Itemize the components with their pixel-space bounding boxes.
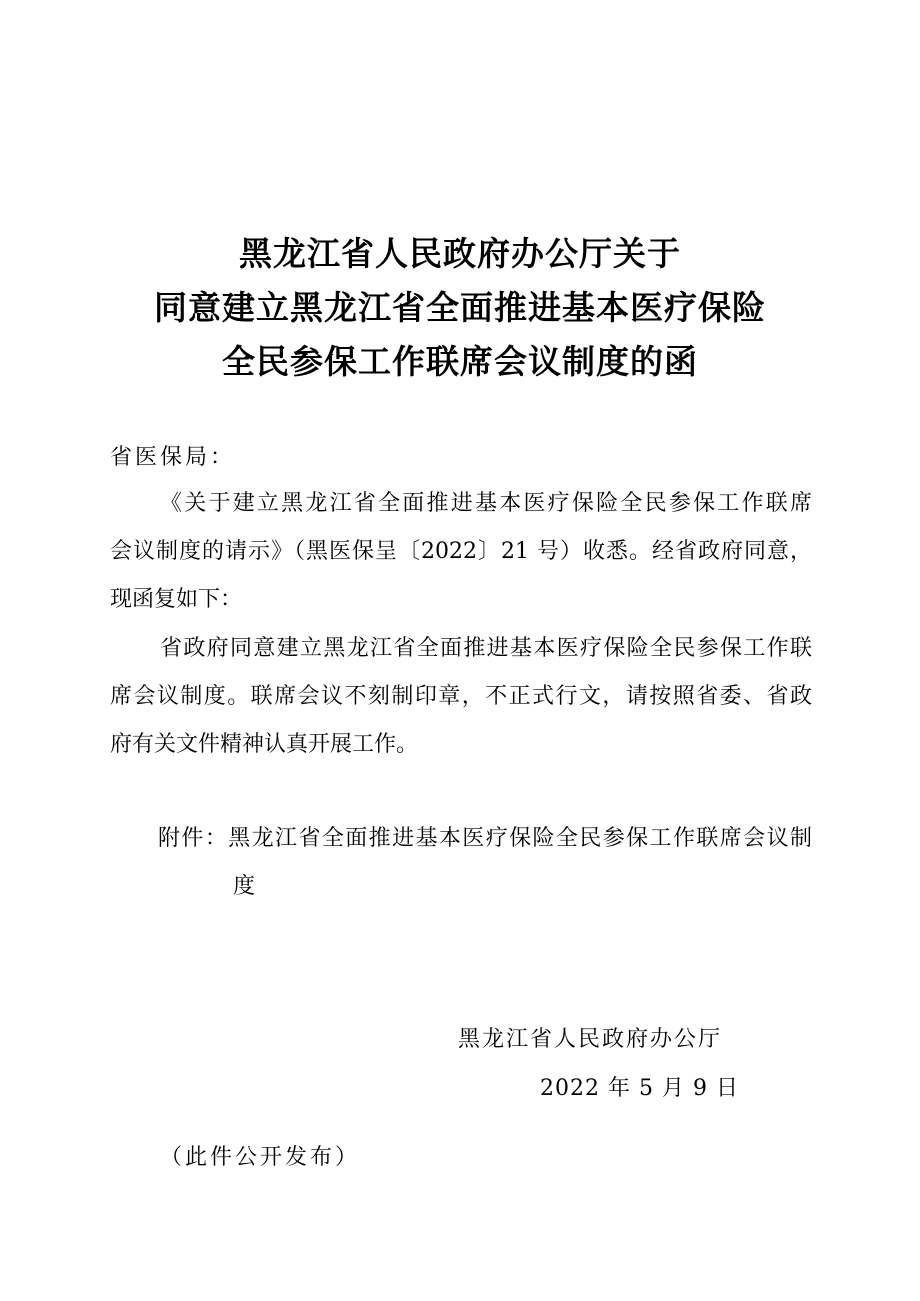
paragraph-request-reference: [110, 480, 812, 624]
attachment-line-2: 度: [233, 874, 256, 899]
paragraph2-line-1: 省政府同意建立黑龙江省全面推进基本医疗保险全民参保工作联: [160, 636, 812, 661]
paragraph1-line-3: 现函复如下：: [110, 587, 243, 612]
title-line-3: 全民参保工作联席会议制度的函: [222, 342, 698, 381]
issuer-signature: 黑龙江省人民政府办公厅: [458, 1027, 723, 1052]
title-line-1: 黑龙江省人民政府办公厅关于: [239, 234, 681, 273]
paragraph-approval: [110, 625, 812, 769]
paragraph2-line-2: 席会议制度。联席会议不刻制印章，不正式行文，请按照省委、省政: [110, 684, 812, 709]
salutation: 省医保局：: [110, 445, 236, 470]
attachment-note: [158, 815, 812, 911]
title-line-2: 同意建立黑龙江省全面推进基本医疗保险: [154, 288, 766, 327]
paragraph1-line-2: 会议制度的请示》（黑医保呈〔2022〕21 号）收悉。经省政府同意，: [110, 539, 812, 564]
paragraph1-line-1: 《关于建立黑龙江省全面推进基本医疗保险全民参保工作联席: [160, 491, 812, 516]
paragraph2-line-3: 府有关文件精神认真开展工作。: [110, 732, 419, 757]
public-release-note: （此件公开发布）: [160, 1145, 361, 1170]
document-title: [0, 227, 920, 389]
issue-date: 2022 年 5 月 9 日: [540, 1076, 739, 1101]
attachment-line-1: 附件：黑龙江省全面推进基本医疗保险全民参保工作联席会议制: [158, 826, 812, 851]
